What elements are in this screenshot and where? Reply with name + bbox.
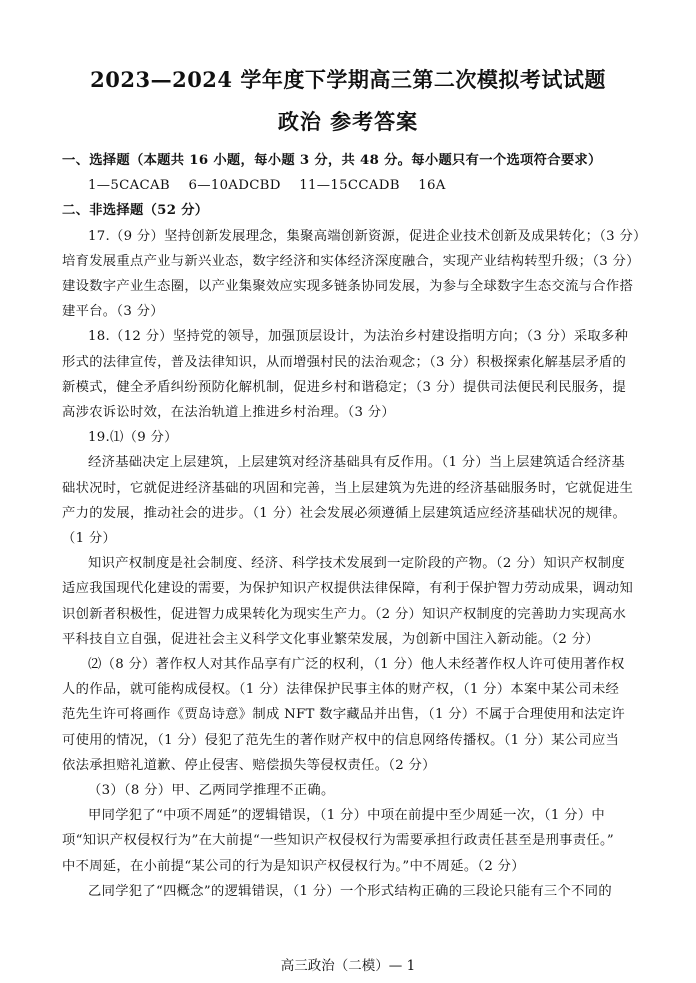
text-line: 中不周延，在小前提“某公司的行为是知识产权侵权行为。”中不周延。（2 分） bbox=[62, 858, 525, 874]
text-line: 范先生许可将画作《贾岛诗意》制成 NFT 数字藏品并出售，（1 分）不属于合理使用和法定许 bbox=[62, 707, 625, 723]
text-line: ⑵（8 分）著作权人对其作品享有广泛的权利，（1 分）他人未经著作权人许可使用著作权 bbox=[88, 657, 625, 673]
document-subtitle: 政治 参考答案 bbox=[277, 109, 419, 134]
text-line: 17.（9 分）坚持创新发展理念，集聚高端创新资源，促进企业技术创新及成果转化；（3 分） bbox=[88, 228, 647, 244]
text-line: 平科技自立自强，促进社会主义科学文化事业繁荣发展，为创新中国注入新动能。（2 分） bbox=[62, 631, 599, 647]
text-line: 新模式，健全矛盾纠纷预防化解机制，促进乡村和谐稳定；（3 分）提供司法便民利民服务，提 bbox=[62, 379, 627, 395]
text-line: 形式的法律宣传，普及法律知识，从而增强村民的法治观念；（3 分）积极探索化解基层矛盾的 bbox=[62, 354, 627, 370]
text-line: 项“知识产权侵权行为”在大前提“一些知识产权侵权行为需要承担行政责任甚至是刑事责任。” bbox=[62, 833, 615, 849]
text-line: 甲同学犯了“中项不周延”的逻辑错误，（1 分）中项在前提中至少周延一次，（1 分）中 bbox=[88, 808, 605, 824]
text-line: 人的作品，就可能构成侵权。（1 分）法律保护民事主体的财产权，（1 分）本案中某公司未经 bbox=[62, 682, 620, 698]
text-line: 二、非选择题（52 分） bbox=[62, 203, 209, 219]
text-line: （1 分） bbox=[62, 531, 117, 547]
answer-body bbox=[62, 148, 647, 904]
text-line: 建平台。（3 分） bbox=[62, 304, 164, 320]
text-line: 依法承担赔礼道歉、停止侵害、赔偿损失等侵权责任。（2 分） bbox=[62, 757, 436, 773]
text-line: 18.（12 分）坚持党的领导，加强顶层设计，为法治乡村建设指明方向；（3 分）采取多种 bbox=[88, 329, 629, 345]
text-line: 适应我国现代化建设的需要，为保护知识产权提供法律保障，有利于保护智力劳动成果，调动知 bbox=[62, 581, 634, 597]
text-line: 产力的发展，推动社会的进步。（1 分）社会发展必须遵循上层建筑适应经济基础状况的规律。 bbox=[62, 505, 627, 521]
text-line: 1—5CACAB 6—10ADCBD 11—15CCADB 16A bbox=[88, 178, 446, 194]
text-line: 可使用的情况，（1 分）侵犯了范先生的著作财产权中的信息网络传播权。（1 分）某公司应当 bbox=[62, 732, 620, 748]
text-line: 乙同学犯了“四概念”的逻辑错误，（1 分）一个形式结构正确的三段论只能有三个不同的 bbox=[88, 883, 612, 899]
text-line: 19.⑴（9 分） bbox=[88, 430, 178, 446]
text-line: （3）（8 分）甲、乙两同学推理不正确。 bbox=[88, 783, 335, 799]
text-line: 建设数字产业生态圈，以产业集聚效应实现多链条协同发展，为参与全球数字生态交流与合作搭 bbox=[62, 279, 634, 295]
text-line: 高涉农诉讼时效，在法治轨道上推进乡村治理。（3 分） bbox=[62, 405, 395, 421]
text-line: 经济基础决定上层建筑，上层建筑对经济基础具有反作用。（1 分）当上层建筑适合经济基 bbox=[88, 455, 625, 471]
text-line: 础状况时，它就促进经济基础的巩固和完善，当上层建筑为先进的经济基础服务时，它就促进生 bbox=[62, 480, 634, 496]
page-footer: 高三政治（二模）— 1 bbox=[280, 958, 416, 974]
document-title: 2023—2024 学年度下学期高三第二次模拟考试试题 bbox=[90, 67, 606, 92]
text-line: 知识产权制度是社会制度、经济、科学技术发展到一定阶段的产物。（2 分）知识产权制度 bbox=[88, 556, 625, 572]
text-line: 一、选择题（本题共 16 小题，每小题 3 分，共 48 分。每小题只有一个选项符合要求） bbox=[62, 153, 602, 168]
text-line: 识创新者积极性，促进智力成果转化为现实生产力。（2 分）知识产权制度的完善助力实现高水 bbox=[62, 606, 627, 622]
text-line: 培育发展重点产业与新兴业态，数字经济和实体经济深度融合，实现产业结构转型升级；（3 分） bbox=[62, 253, 640, 269]
